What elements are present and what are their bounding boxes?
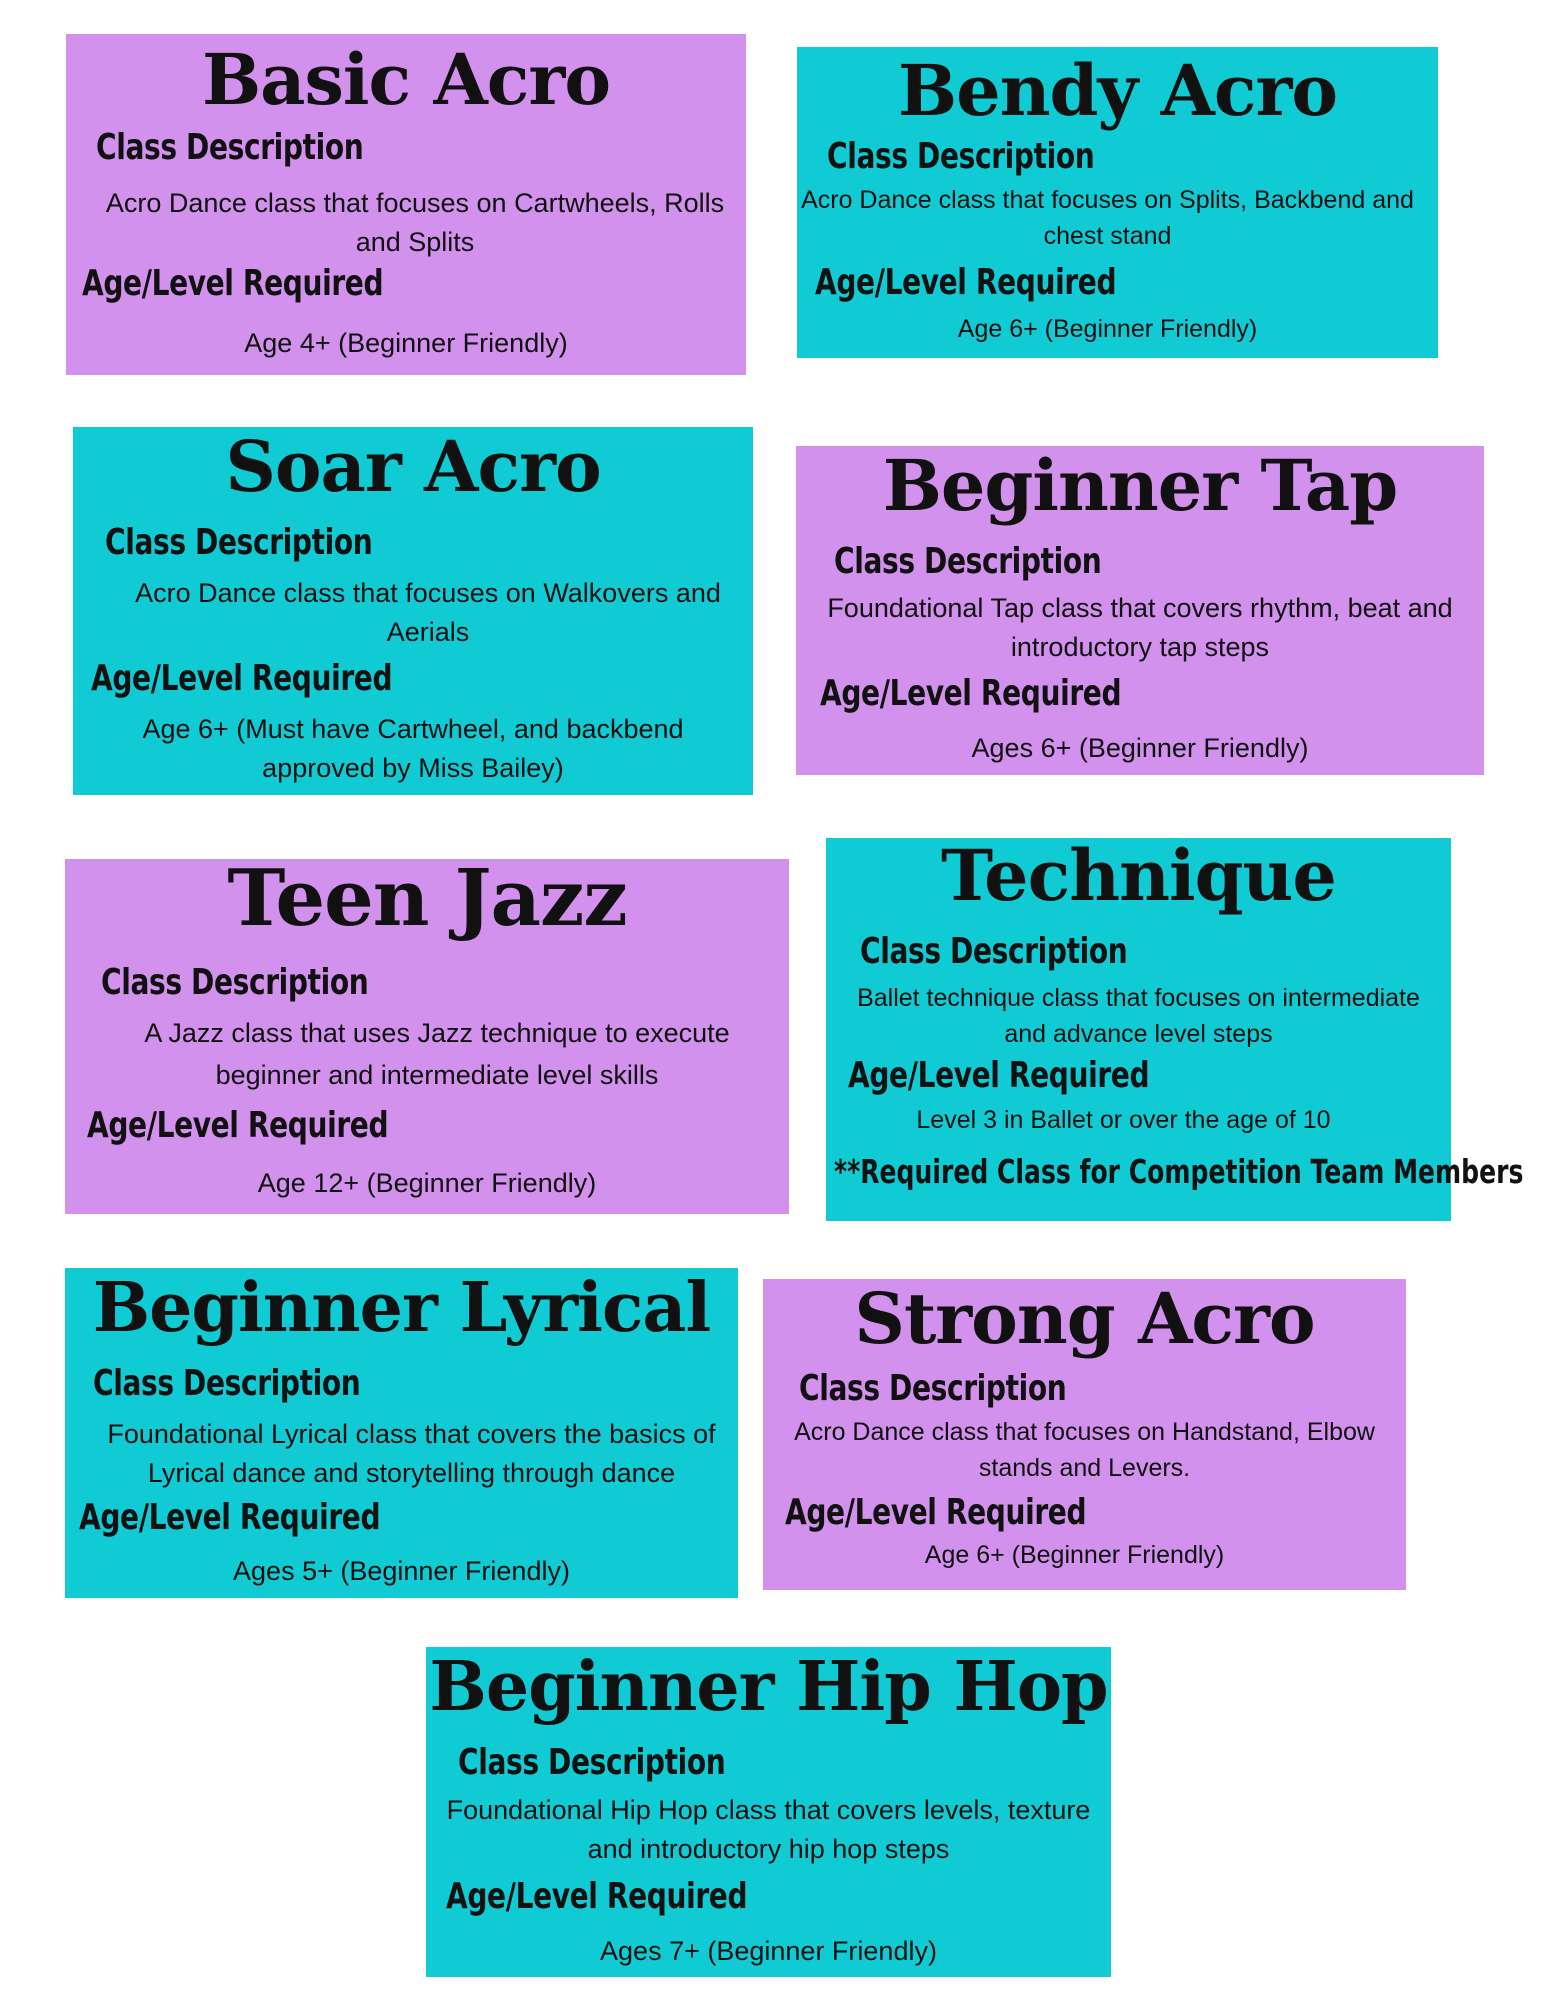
class-description-heading: Class Description <box>458 1742 726 1783</box>
class-card-strong-acro <box>763 1279 1406 1590</box>
required-class-note: **Required Class for Competition Team Members <box>834 1152 1524 1191</box>
class-description-text: Foundational Tap class that covers rhythm, beat and introductory tap steps <box>827 593 1453 662</box>
class-card-bendy-acro <box>797 47 1438 358</box>
class-title: Bendy Acro <box>897 49 1338 132</box>
class-description-text: Acro Dance class that focuses on Handstand, Elbow stands and Levers. <box>794 1418 1375 1482</box>
age-level-heading: Age/Level Required <box>820 673 1122 714</box>
class-description-heading: Class Description <box>101 962 369 1003</box>
age-level-heading: Age/Level Required <box>91 658 393 699</box>
class-title: Teen Jazz <box>227 853 627 944</box>
class-description-text: Acro Dance class that focuses on Cartwheels, Rolls and Splits <box>105 188 725 257</box>
class-card-beginner-hip-hop <box>426 1647 1111 1977</box>
age-level-heading: Age/Level Required <box>848 1055 1150 1096</box>
age-level-heading: Age/Level Required <box>82 263 384 304</box>
age-level-text: Age 6+ (Must have Cartwheel, and backbend approved by Miss Bailey) <box>142 714 684 783</box>
age-level-text: Age 6+ (Beginner Friendly) <box>957 315 1258 343</box>
class-description-text: A Jazz class that uses Jazz technique to execute beginner and intermediate level skills <box>144 1018 730 1090</box>
class-description-heading: Class Description <box>93 1363 361 1404</box>
age-level-heading: Age/Level Required <box>79 1497 381 1538</box>
class-card-soar-acro <box>73 427 753 795</box>
class-title: Soar Acro <box>225 425 601 508</box>
class-title: Beginner Lyrical <box>92 1268 711 1348</box>
class-description-heading: Class Description <box>96 127 364 168</box>
class-description-text: Foundational Hip Hop class that covers levels, texture and introductory hip hop steps <box>446 1795 1091 1864</box>
age-level-text: Age 12+ (Beginner Friendly) <box>257 1168 597 1198</box>
class-title: Beginner Tap <box>882 444 1398 527</box>
age-level-heading: Age/Level Required <box>785 1492 1087 1533</box>
age-level-heading: Age/Level Required <box>446 1876 748 1917</box>
class-card-beginner-tap <box>796 446 1484 775</box>
class-description-heading: Class Description <box>834 541 1102 582</box>
class-description-text: Acro Dance class that focuses on Splits, Backbend and chest stand <box>801 186 1414 250</box>
class-description-text: Ballet technique class that focuses on intermediate and advance level steps <box>857 984 1420 1048</box>
class-description-text: Acro Dance class that focuses on Walkovers and Aerials <box>135 578 721 647</box>
class-description-heading: Class Description <box>799 1368 1067 1409</box>
class-card-beginner-lyrical <box>65 1268 738 1598</box>
age-level-heading: Age/Level Required <box>87 1105 389 1146</box>
class-description-heading: Class Description <box>827 136 1095 177</box>
class-title: Technique <box>941 834 1336 917</box>
age-level-heading: Age/Level Required <box>815 262 1117 303</box>
age-level-text: Age 6+ (Beginner Friendly) <box>924 1541 1225 1569</box>
class-card-basic-acro <box>66 34 746 375</box>
class-description-text: Foundational Lyrical class that covers the basics of Lyrical dance and storytelling through dance <box>107 1419 716 1488</box>
age-level-text: Age 4+ (Beginner Friendly) <box>244 328 568 358</box>
age-level-text: Ages 7+ (Beginner Friendly) <box>600 1936 937 1966</box>
class-title: Beginner Hip Hop <box>429 1647 1108 1727</box>
class-title: Basic Acro <box>201 38 611 121</box>
class-card-technique <box>826 834 1524 1221</box>
age-level-text: Level 3 in Ballet or over the age of 10 <box>916 1106 1331 1134</box>
class-title: Strong Acro <box>854 1277 1315 1360</box>
age-level-text: Ages 5+ (Beginner Friendly) <box>233 1556 570 1586</box>
class-description-heading: Class Description <box>105 522 373 563</box>
class-card-teen-jazz <box>65 853 789 1214</box>
age-level-text: Ages 6+ (Beginner Friendly) <box>971 733 1309 763</box>
class-description-heading: Class Description <box>860 931 1128 972</box>
